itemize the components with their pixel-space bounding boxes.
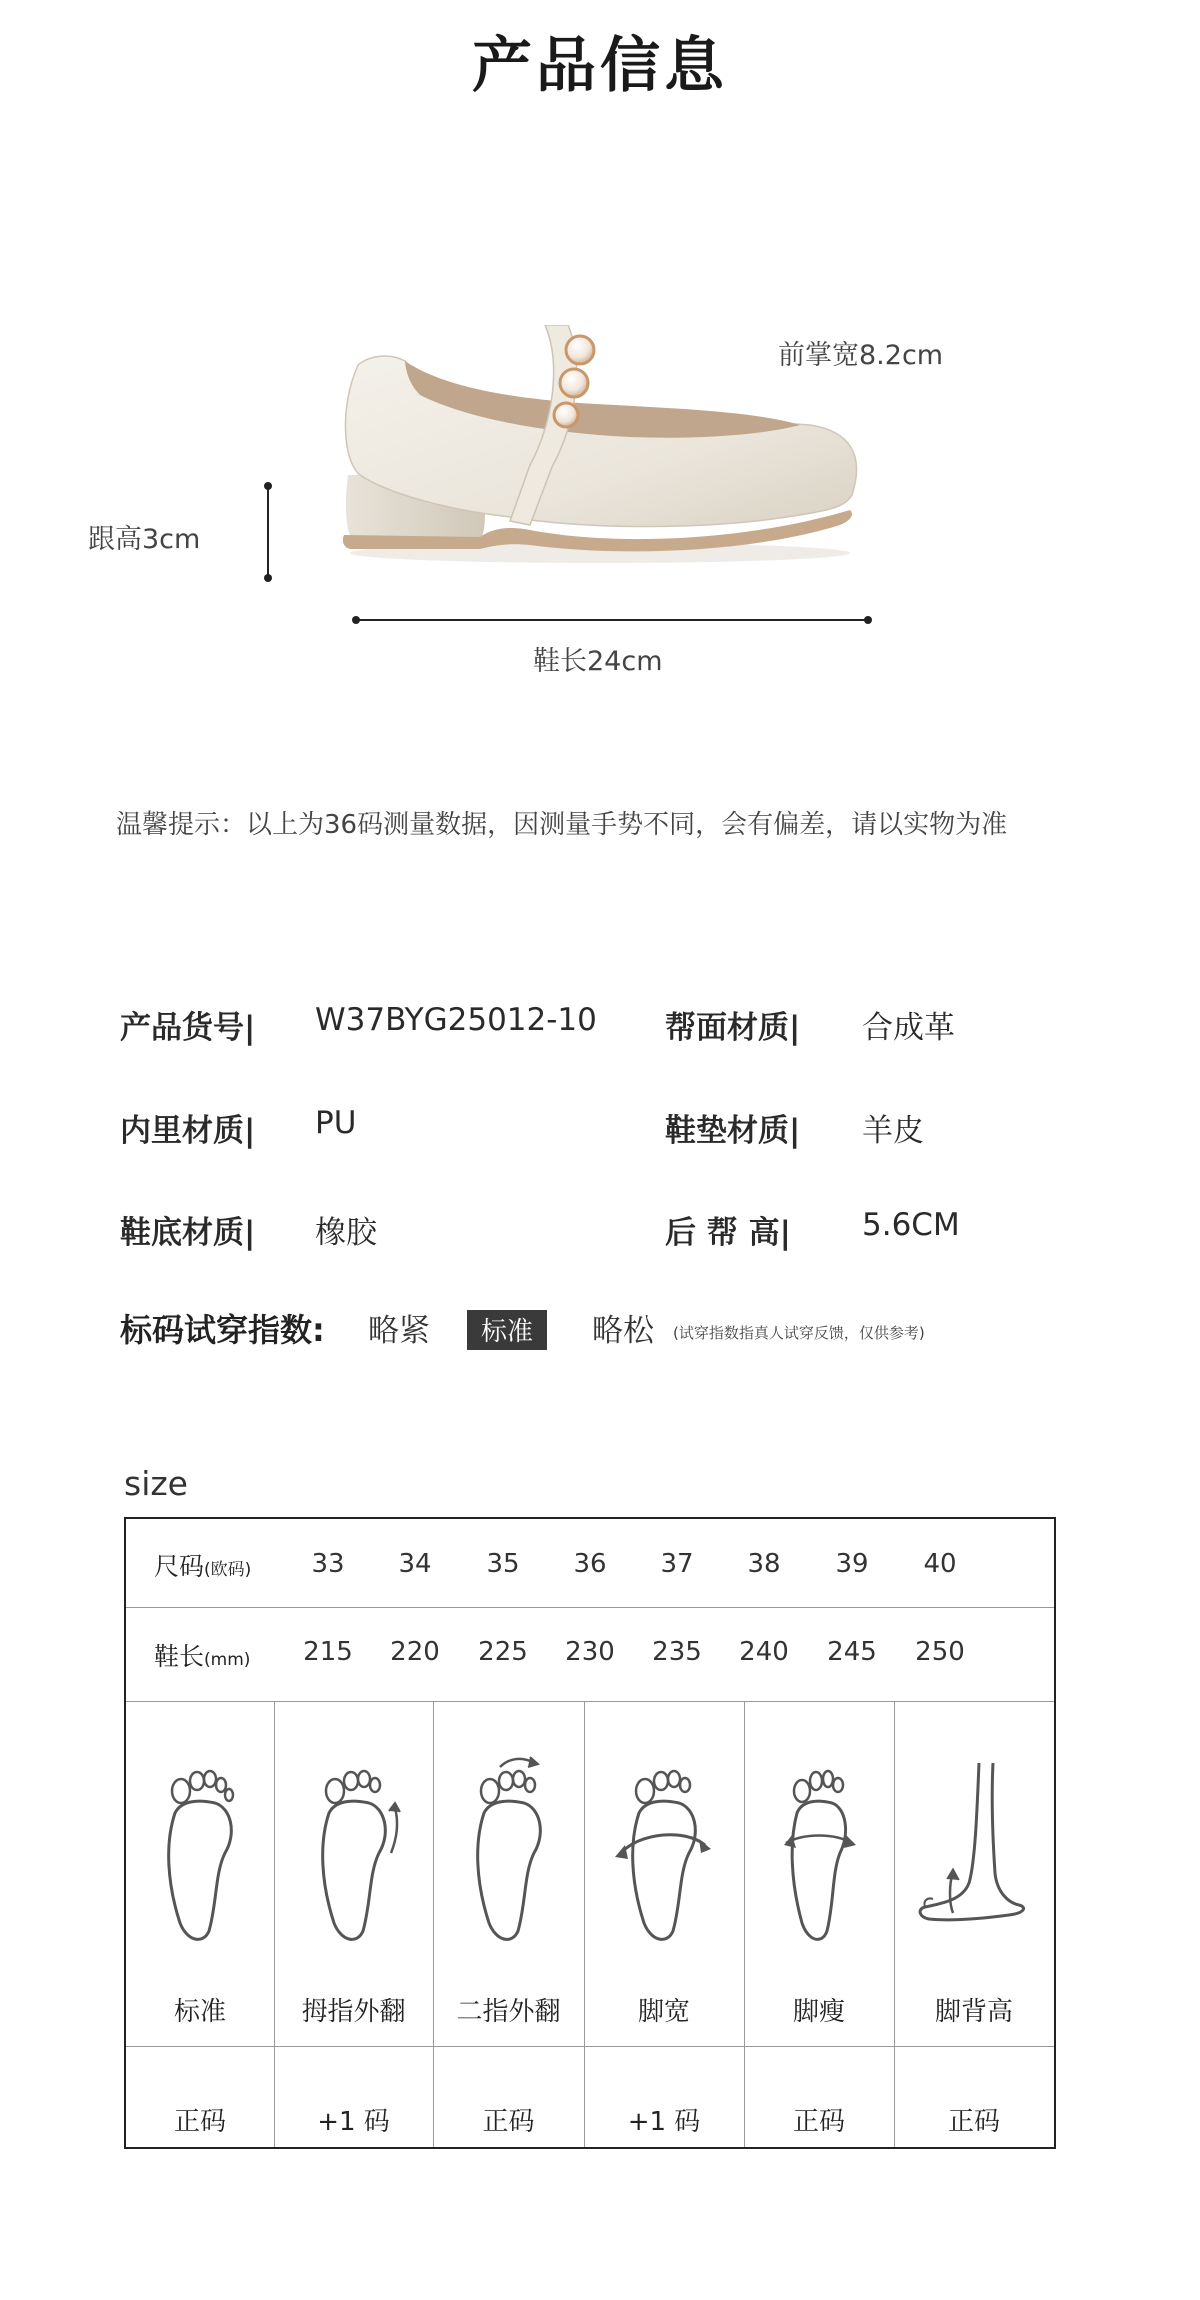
foot-type-name: 脚背高 <box>934 1997 1013 2027</box>
spec-label-lining-material: 内里材质| <box>120 1113 256 1149</box>
foot-second-toe-icon <box>454 1753 564 1953</box>
length-cell: 215 <box>303 1637 353 1667</box>
forefoot-width-label: 前掌宽8.2cm <box>778 340 944 371</box>
foot-type-fit: +1 码 <box>627 2107 701 2137</box>
foot-type-fit: 正码 <box>482 2107 535 2137</box>
spec-label-insole-material: 鞋垫材质| <box>665 1113 801 1149</box>
fit-index-note: (试穿指数指真人试穿反馈，仅供参考) <box>673 1324 925 1342</box>
table-divider <box>126 1607 1054 1608</box>
spec-value-insole-material: 羊皮 <box>862 1113 924 1149</box>
shoe-length-label: 鞋长24cm <box>533 646 663 677</box>
foot-type-name: 标准 <box>173 1997 226 2027</box>
size-unit-text: (欧码) <box>204 1560 252 1580</box>
fit-option-standard: 标准 <box>467 1310 547 1350</box>
spec-label-article-no: 产品货号| <box>120 1010 256 1046</box>
measurement-tip: 温馨提示：以上为36码测量数据，因测量手势不同，会有偏差，请以实物为准 <box>116 810 1008 840</box>
foot-type-standard <box>126 1701 274 2149</box>
length-cell: 245 <box>827 1637 877 1667</box>
length-cell: 240 <box>739 1637 789 1667</box>
size-row-label <box>154 1547 251 1583</box>
spec-value-heel-counter-height: 5.6CM <box>862 1207 960 1243</box>
size-cell: 35 <box>486 1549 520 1579</box>
foot-type-fit: 正码 <box>947 2107 1000 2137</box>
foot-type-wide <box>584 1701 744 2149</box>
foot-type-name: 拇指外翻 <box>301 1997 406 2027</box>
size-cell: 38 <box>747 1549 781 1579</box>
size-cell: 34 <box>398 1549 432 1579</box>
fit-index-title: 标码试穿指数: <box>120 1311 325 1349</box>
size-cell: 39 <box>835 1549 869 1579</box>
heel-height-line <box>258 478 278 588</box>
foot-type-high-instep <box>894 1701 1054 2149</box>
fit-option-loose: 略松 <box>592 1313 654 1349</box>
length-unit-text: (mm) <box>204 1650 251 1670</box>
fit-option-tight: 略紧 <box>368 1313 430 1349</box>
foot-type-narrow <box>744 1701 894 2149</box>
size-cell: 37 <box>660 1549 694 1579</box>
spec-value-sole-material: 橡胶 <box>315 1215 377 1251</box>
size-label-text: 尺码 <box>154 1552 205 1581</box>
length-cell: 220 <box>390 1637 440 1667</box>
foot-type-name: 脚宽 <box>637 1997 690 2027</box>
size-cell: 33 <box>311 1549 345 1579</box>
shoe-length-line <box>348 610 878 630</box>
foot-narrow-icon <box>764 1753 874 1953</box>
foot-type-fit: +1 码 <box>317 2107 390 2137</box>
spec-label-heel-counter-height: 后 帮 高| <box>665 1215 791 1251</box>
size-table <box>124 1517 1056 2149</box>
length-cell: 235 <box>652 1637 702 1667</box>
foot-type-second-toe <box>433 1701 584 2149</box>
foot-type-name: 二指外翻 <box>456 1997 561 2027</box>
size-cell: 40 <box>923 1549 957 1579</box>
foot-standard-icon <box>145 1753 255 1953</box>
length-cell: 230 <box>565 1637 615 1667</box>
spec-value-article-no: W37BYG25012-10 <box>315 1002 597 1038</box>
foot-high-instep-icon <box>909 1753 1039 1953</box>
length-cell: 250 <box>915 1637 965 1667</box>
foot-type-fit: 正码 <box>173 2107 226 2137</box>
length-cell: 225 <box>478 1637 528 1667</box>
foot-bunion-icon <box>299 1753 409 1953</box>
spec-value-upper-material: 合成革 <box>862 1010 955 1046</box>
foot-type-bunion <box>274 1701 433 2149</box>
page-title: 产品信息 <box>472 31 728 101</box>
foot-type-name: 脚瘦 <box>792 1997 845 2027</box>
length-row-label <box>154 1637 250 1673</box>
size-cell: 36 <box>573 1549 607 1579</box>
size-heading: size <box>124 1464 188 1503</box>
length-label-text: 鞋长 <box>154 1642 205 1671</box>
spec-value-lining-material: PU <box>315 1105 357 1141</box>
spec-label-sole-material: 鞋底材质| <box>120 1215 256 1251</box>
foot-wide-icon <box>609 1753 719 1953</box>
foot-type-fit: 正码 <box>792 2107 845 2137</box>
spec-label-upper-material: 帮面材质| <box>665 1010 801 1046</box>
heel-height-label: 跟高3cm <box>88 524 201 555</box>
